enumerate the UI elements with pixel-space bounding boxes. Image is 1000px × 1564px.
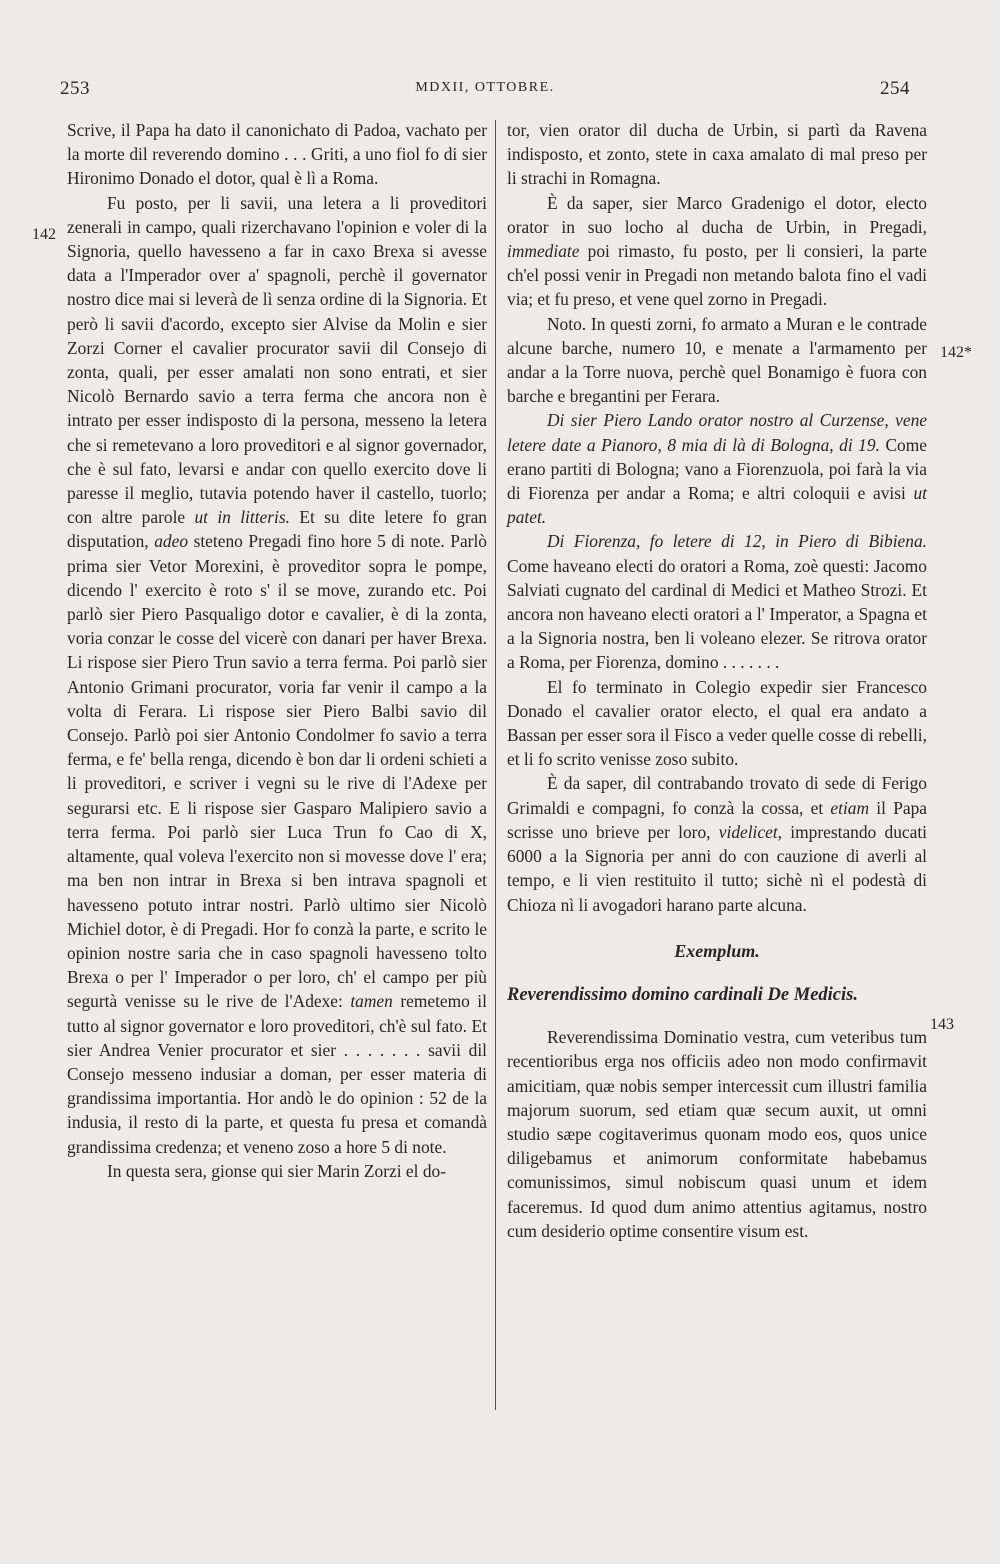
italic-run: Di sier Piero Lando orator nostro al Curzense, vene letere date a Pianoro, 8 mia di là di Bologna, di 19. — [507, 410, 927, 455]
italic-run: etiam — [830, 797, 870, 818]
paragraph: El fo terminato in Colegio expedir sier Francesco Donado el cavalier orator electo, el qual era andato a Bassan per esser sora il Fisco a veder quelle cosse di rebelli, et li fo scrito venisse zoso subito. — [507, 676, 927, 770]
text-run: Come haveano electi do oratori a Roma, zoè questi: Jacomo Salviati cugnato del cardinal di Medici et Matheo Strozi. Et ancora non haveano electi oratori a l' Imperator, a Spagna et a la Signoria nostra, ben li voleano elezer. Se ritrova orator a Roma, per Fiorenza, domino . . . . . . . — [507, 555, 927, 673]
text-run: imprestando ducati 6000 a la Signoria per anni do con cauzione di averli al tempo, e li vien restituito il tutto; sichè nì el podestà di Chioza nì li avogadori harano parte alcuna. — [507, 821, 927, 915]
text-run: Et su dite letere fo gran disputation, — [67, 507, 488, 552]
paragraph — [507, 408, 927, 529]
text-run: remetemo il tutto al signor governator e loro proveditori, ch'è sul fato. Et sier Andrea Venier procurator et sier . . . . . . . savii dil Consejo messeno indusiar a doman, per esser materia di grandissima importantia. Hor andò le do opinion : 52 de la indusia, il resto di la parte, et questa fu presa et comandà grandissima credenza; et veneno zoso a hore 5 di note. — [67, 991, 487, 1157]
column-divider — [495, 120, 496, 1410]
paragraph — [67, 191, 487, 1159]
italic-run: adeo — [154, 531, 189, 552]
italic-run: tamen — [350, 991, 393, 1012]
text-run: il Papa scrisse uno brieve per loro, — [507, 797, 927, 842]
text-run: È da saper, sier Marco Gradenigo el dotor, electo orator in suo locho al ducha de Urbin, in Pregadi, — [507, 192, 927, 237]
text-run: È da saper, dil contrabando trovato di sede di Ferigo Grimaldi e compagni, fo conzà la cossa, et — [507, 773, 927, 818]
margin-number-left-142: 142 — [32, 226, 56, 243]
italic-run: videlicet, — [718, 821, 783, 842]
italic-run: ut in litteris. — [194, 507, 290, 528]
italic-run: immediate — [507, 241, 580, 262]
margin-number-right-143: 143 — [930, 1016, 954, 1033]
section-heading: Exemplum. — [674, 940, 760, 961]
page-number-left: 253 — [60, 78, 90, 99]
paragraph — [507, 529, 927, 674]
text-run: poi rimasto, fu posto, per li consieri, la parte ch'el possi venir in Pregadi non metando balota fino el vadi via; et fu preso, et vene quel zorno in Pregadi. — [507, 241, 927, 310]
italic-run: Di Fiorenza, fo letere di 12, in Piero di Bibiena. — [547, 531, 927, 552]
paragraph: tor, vien orator dil ducha de Urbin, si partì da Ravena indisposto, et zonto, stete in caxa amalato di mal preso per li strachi in Romagna. — [507, 120, 927, 189]
running-title: MDXII, OTTOBRE. — [415, 80, 555, 95]
paragraph — [507, 191, 927, 312]
paragraph: In questa sera, gionse qui sier Marin Zorzi el do- — [107, 1160, 447, 1181]
text-run: steteno Pregadi fino hore 5 di note. Parlò prima sier Vetor Morexini, è proveditor sopra le pompe, dicendo l' exercito è roto s' il se move, zurando etc. Poi parlò sier Piero Pasqualigo dotor e cavalier, è di la zonta, voria conzar le cosse del vicerè con danari per haver Brexa. Li rispose sier Piero Trun savio a terra ferma. Poi parlò sier Antonio Grimani procurator, voria far venir il campo a la volta di Ferara. Li rispose sier Piero Balbi savio dil Consejo. Parlò poi sier Antonio Condolmer fo savio a terra ferma, e fe' bella renga, dicendo è bon dar li ordeni schieti a li proveditori, e scriver i vegni su le rive di l'Adexe per segurarsi etc. E li rispose sier Gasparo Malipiero savio a terra ferma. Poi parlò sier Luca Trun fo Cao di X, altamente, qual voleva l'exercito non si movesse dove l' era; ma ben non intrar in Brexa si ben intrava spagnoli et havesseno potuto intrar nostri. Parlò ultimo sier Nicolò Michiel dotor, è di Pregadi. Hor fo conzà la parte, e scrito le opinion nostre saria che in caso spagnoli havesseno tolto Brexa o per l' Imperador o per loro, ch' el campo per più segurtà venisse su le rive de l'Adexe: — [67, 531, 487, 1012]
page-header — [60, 78, 910, 106]
paragraph: Scrive, il Papa ha dato il canonichato di Padoa, vachato per la morte dil reverendo domino . . . Griti, a uno fiol fo di sier Hironimo Donado el dotor, qual è lì a Roma. — [67, 120, 487, 189]
margin-number-right-142-star: 142* — [940, 344, 972, 361]
text-run: Fu posto, per li savii, una letera a li proveditori zenerali in campo, quali rizerchavano l'opinion e voler di la Signoria, quello havesseno a far in caxo Brexa si avesse data a l'Imperador over a' spagnoli, perchè il governator nostro dice mai si leverà de lì senza ordine di la Signoria. Et però li savii d'acordo, excepto sier Alvise da Molin e sier Zorzi Corner el cavalier procurator savii dil Consejo di zonta, quali, per esser amalati non sono entrati, et sier Nicolò Bernardo savio a terra ferma che ancora non è intrato per esser indisposto di la persona, messeno la letera che si remetevano a loro proveditori e al signor governador, che è sul fato, levarsi e andar con quello exercito dove li paresse il meglio, tutavia potendo haver il castello, tuorlo; con altre parole — [67, 192, 487, 528]
paragraph — [507, 771, 927, 916]
text-run: Come erano partiti di Bologna; vano a Fiorenzuola, poi farà la via di Fiorenza per andar a Roma; e altri coloquii e avisi — [507, 434, 927, 504]
letter-address-heading: Reverendissimo domino cardinali De Medicis. — [507, 984, 858, 1005]
left-column — [67, 118, 487, 1183]
paragraph: Noto. In questi zorni, fo armato a Muran e le contrade alcune barche, numero 10, e menate a l'armamento per andar a la Torre nuova, perchè quel Bonamigo è fuora con barche e bregantini per Ferara. — [507, 313, 927, 407]
page-number-right: 254 — [880, 78, 910, 99]
italic-run: ut patet. — [507, 483, 927, 528]
right-column — [507, 118, 927, 1243]
paragraph: Reverendissima Dominatio vestra, cum veteribus tum recentioribus erga nos officiis adeo non modo confirmavit amicitiam, quæ nobis semper intercessit cum illustri familia majorum suorum, sed etiam quæ secum auxit, ut omni studio sæpe cogitaverimus quonam modo eos, quos unice diligebamus et animorum conformitate habebamus comunissimos, simul nobiscum quasi unum et idem faceremus. Id quod dum animo attentius agitamus, nostro cum desiderio optime consentire visum est. — [507, 1027, 927, 1241]
